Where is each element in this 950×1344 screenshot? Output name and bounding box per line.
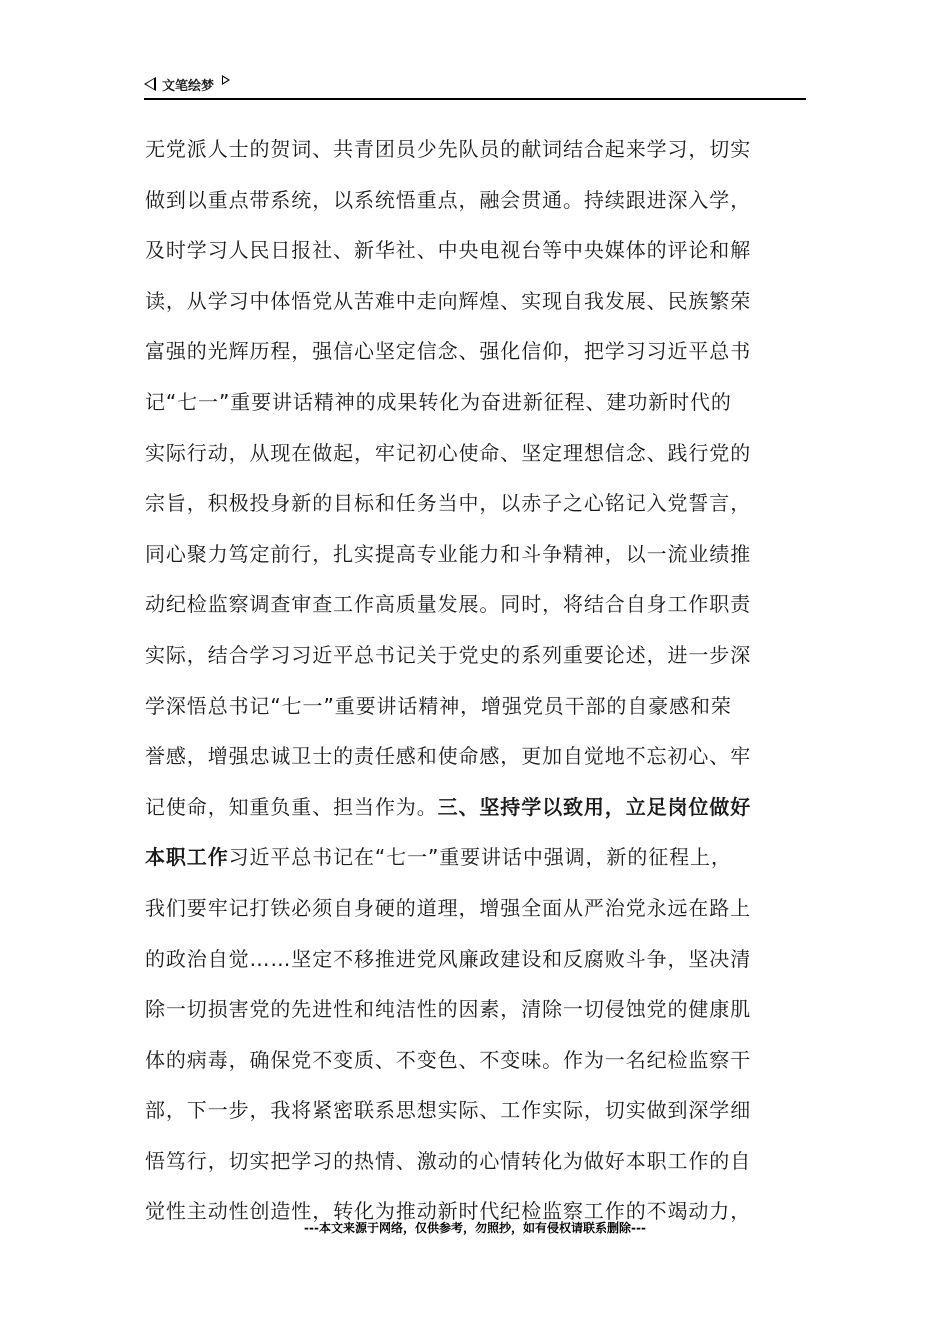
text-line: 同心聚力笃定前行，扎实提高专业能力和斗争精神，以一流业绩推 — [145, 541, 752, 566]
page-header — [144, 70, 806, 100]
text-line: 富强的光辉历程，强信心坚定信念、强化信仰，把学习习近平总书 — [145, 339, 752, 364]
text-line: 做到以重点带系统，以系统悟重点，融会贯通。持续跟进深入学， — [145, 187, 752, 212]
text-line: 我们要牢记打铁必须自身硬的道理，增强全面从严治党永远在路上 — [145, 895, 752, 920]
text-line: 体的病毒，确保党不变质、不变色、不变味。作为一名纪检监察干 — [145, 1047, 752, 1072]
section-heading-part: 本职工作 — [145, 845, 229, 870]
text-line: 实际，结合学习习近平总书记关于党史的系列重要论述，进一步深 — [145, 642, 752, 667]
section-heading-part: 三、坚持学以致用，立足岗位做好 — [437, 794, 752, 819]
text-line: 记使命，知重负重、担当作为。三、坚持学以致用，立足岗位做好 — [145, 794, 752, 819]
triangle-left-icon — [144, 77, 156, 91]
text-line: 悟笃行，切实把学习的热情、激动的心情转化为做好本职工作的自 — [145, 1148, 752, 1173]
document-body — [145, 124, 805, 1237]
text-line: 的政治自觉……坚定不移推进党风廉政建设和反腐败斗争，坚决清 — [145, 946, 752, 971]
triangle-right-icon — [222, 75, 230, 85]
text-line: 觉性主动性创造性，转化为推动新时代纪检监察工作的不竭动力， — [145, 1199, 752, 1224]
text-line: 动纪检监察调查审查工作高质量发展。同时，将结合自身工作职责 — [145, 592, 752, 617]
text-line: 读，从学习中体悟党从苦难中走向辉煌、实现自我发展、民族繁荣 — [145, 288, 752, 313]
text-line: 部，下一步，我将紧密联系思想实际、工作实际，切实做到深学细 — [145, 1098, 752, 1123]
text-line: 誉感，增强忠诚卫士的责任感和使命感，更加自觉地不忘初心、牢 — [145, 744, 752, 769]
text-line: 实际行动，从现在做起，牢记初心使命、坚定理想信念、践行党的 — [145, 440, 752, 465]
text-line: 无党派人士的贺词、共青团员少先队员的献词结合起来学习，切实 — [145, 137, 752, 161]
text-line: 学深悟总书记“七一”重要讲话精神，增强党员干部的自豪感和荣 — [145, 693, 732, 718]
text-line: 除一切损害党的先进性和纯洁性的因素，清除一切侵蚀党的健康肌 — [145, 997, 752, 1022]
text-line: 宗旨，积极投身新的目标和任务当中，以赤子之心铭记入党誓言， — [145, 491, 752, 516]
text-line: 记“七一”重要讲话精神的成果转化为奋进新征程、建功新时代的 — [145, 389, 732, 414]
footer-notice: ---本文来源于网络，仅供参考，勿照抄，如有侵权请联系删除--- — [304, 1221, 646, 1235]
text-line: 及时学习人民日报社、新华社、中央电视台等中央媒体的评论和解 — [145, 238, 752, 263]
text-line: 本职工作习近平总书记在“七一”重要讲话中强调，新的征程上， — [145, 845, 732, 870]
header-brand: 文笔绘梦 — [162, 78, 215, 94]
